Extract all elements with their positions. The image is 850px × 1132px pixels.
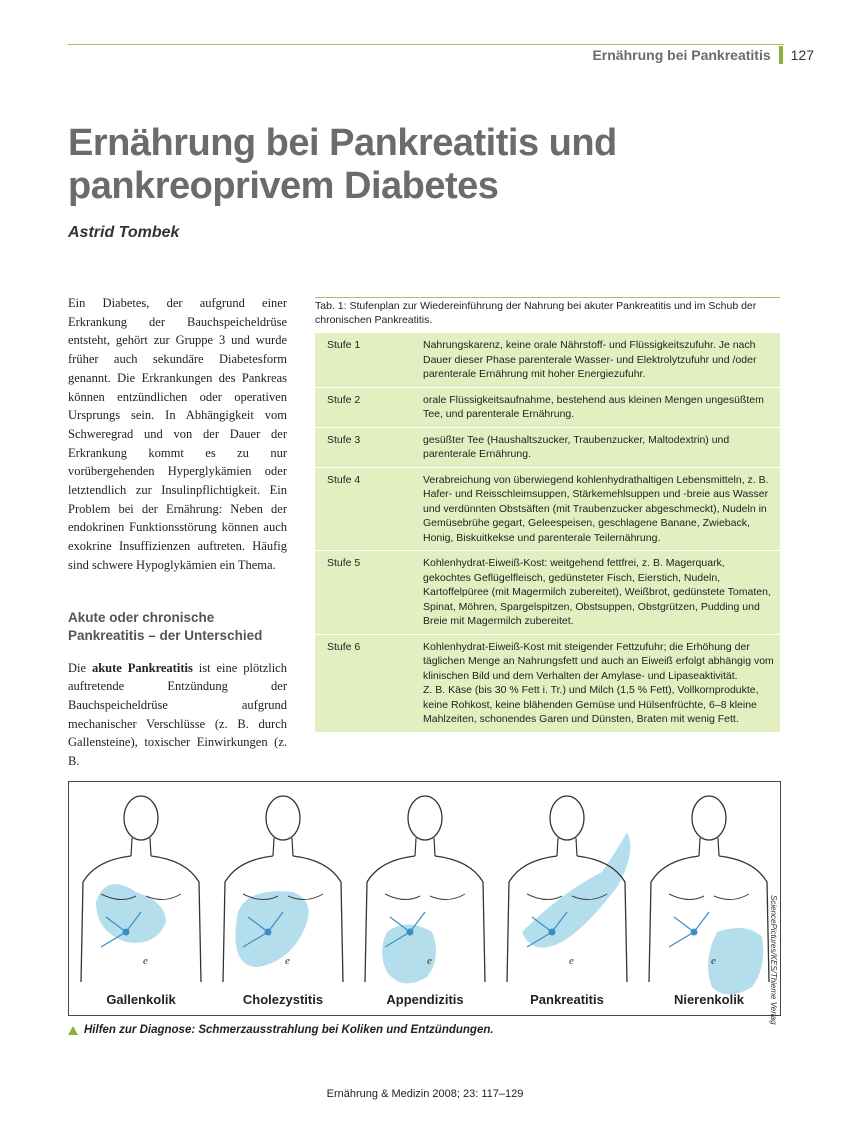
neck-outline <box>415 838 435 856</box>
navel-mark: e <box>143 955 148 967</box>
stage-label: Stufe 2 <box>315 387 413 427</box>
pain-origin-dot <box>123 929 130 936</box>
head-outline <box>692 796 726 840</box>
stage-label: Stufe 6 <box>315 634 413 732</box>
condition-label: Pankreatitis <box>530 992 604 1007</box>
condition-label: Cholezystitis <box>242 992 324 1007</box>
section-subheading: Akute oder chronische Pankreatitis – der Unterschied <box>68 609 263 643</box>
triangle-icon <box>68 1026 78 1035</box>
condition-label: Gallenkolik <box>106 992 176 1007</box>
figure-box <box>68 781 781 1016</box>
table-caption-rule <box>315 297 780 298</box>
stage-label: Stufe 4 <box>315 467 413 551</box>
pain-origin-dot <box>691 929 698 936</box>
stage-text: Verabreichung von überwiegend kohlenhydrathaltigen Lebensmitteln, z. B. Hafer- und Reisschleimsuppen, Stärkemehlsuppen und -breie aus Wasser und verdünnten Obstsäften (mit Traubenzucker abgeschmeckt), Nudeln in Gemüsebrühe gegart, Geleespeisen, geschlagene Banane, Zwieback, Honig, Biskuitkekse und parenterale Teilernährung. <box>413 467 780 551</box>
navel-mark: e <box>285 955 290 967</box>
stage-text: gesüßter Tee (Haushaltszucker, Traubenzucker, Maltodextrin) und parenterale Ernährung. <box>413 427 780 467</box>
figure-credit: SciencePictures/KES/Thieme Verlag <box>769 895 778 1025</box>
neck-outline <box>557 838 577 856</box>
para-bold-term: akute Pankreatitis <box>91 660 193 675</box>
article-title-line2: pankreoprivem Diabetes <box>68 165 499 207</box>
torso-figure <box>81 796 201 1007</box>
stage-text: Nahrungskarenz, keine orale Nährstoff- und Flüssigkeitszufuhr. Je nach Dauer dieser Phase parenterale Wasser- und Elektrolytzufuhr und /oder parenterale Ernährung mit hoher Energiezufuhr. <box>413 333 780 387</box>
condition-label: Appendizitis <box>386 992 464 1007</box>
condition-label: Nierenkolik <box>673 992 745 1007</box>
page-number: 127 <box>790 47 814 63</box>
article-title-line1: Ernährung bei Pankreatitis und <box>68 122 617 164</box>
table-row <box>315 387 780 427</box>
navel-mark: e <box>569 955 574 967</box>
table-row <box>315 467 780 551</box>
stage-table <box>315 333 780 733</box>
stage-label: Stufe 3 <box>315 427 413 467</box>
stage-label: Stufe 1 <box>315 333 413 387</box>
pain-origin-dot <box>407 929 414 936</box>
article-title <box>68 122 768 208</box>
head-outline <box>266 796 300 840</box>
stage-text-part2: Z. B. Käse (bis 30 % Fett i. Tr.) und Milch (1,5 % Fett), Vollkornprodukte, keine Rohkost, keine blähenden Gemüse und Hülsenfrüchte, 6–8 kleine Mahlzeiten, schonendes Garen und Dünsten, Braten mit wenig Fett. <box>423 684 759 725</box>
torso-figure <box>365 796 485 1007</box>
stage-text-part1: Kohlenhydrat-Eiweiß-Kost mit steigender Fettzufuhr; die Erhöhung der täglichen Menge an Nahrungsfett und auch an Eiweiß erfolgt abhängig vom klinischen Bild und dem Verhalten der Amylase- und Lipaseaktivität. <box>423 640 774 682</box>
intro-paragraph: Ein Diabetes, der aufgrund einer Erkrankung der Bauchspeicheldrüse entsteht, gehört zur Gruppe 3 und wurde früher auch sekundäre Diabetesform genannt. Die Erkrankungen des Pankreas können entzündlichen oder operativen Ursprungs sein. In Abhängigkeit vom Schweregrad und von der Dauer der Erkrankung kommt es zu nur vorübergehenden Hyperglykämien oder letztendlich zur Insulinpflichtigkeit. Ein Problem bei der Ernährung: Neben der endokrinen Funktionsstörung können auch exokrine Insuffizienzen auftreten. Häufig sind schwere Hypoglykämien ein Thema. <box>68 296 287 572</box>
navel-mark: e <box>427 955 432 967</box>
pain-origin-dot <box>549 929 556 936</box>
table-caption: Tab. 1: Stufenplan zur Wiedereinführung der Nahrung bei akuter Pankreatitis und im Schub der chronischen Pankreatitis. <box>315 300 757 326</box>
chest-lines <box>385 894 465 900</box>
head-outline <box>550 796 584 840</box>
stage-text: orale Flüssigkeitsaufnahme, bestehend aus kleinen Mengen ungesüßtem Tee, und parenterale Ernährung. <box>413 387 780 427</box>
neck-outline <box>273 838 293 856</box>
figure-caption <box>68 1024 494 1036</box>
stage-label: Stufe 5 <box>315 551 413 635</box>
table-row <box>315 634 780 732</box>
navel-mark: e <box>711 955 716 967</box>
table-row <box>315 551 780 635</box>
table-row <box>315 427 780 467</box>
table-row <box>315 333 780 387</box>
acute-pancreatitis-paragraph <box>68 659 287 771</box>
accent-bar <box>779 46 783 64</box>
stage-text <box>413 634 780 732</box>
figure-caption-text: Hilfen zur Diagnose: Schmerzausstrahlung bei Koliken und Entzündungen. <box>84 1024 494 1036</box>
pain-origin-dot <box>265 929 272 936</box>
para-rest: ist eine plötzlich auftretende Entzündung der Bauchspeicheldrüse aufgrund mechanischer Verschlüsse (z. B. durch Gallensteine), toxischer Einwirkungen (z. B. <box>68 660 287 769</box>
running-title: Ernährung bei Pankreatitis <box>592 47 771 63</box>
torso-figure <box>223 796 343 1007</box>
radiation-arrows <box>669 912 709 947</box>
para-lead: Die <box>68 660 92 675</box>
chest-lines <box>669 894 749 900</box>
top-rule <box>68 44 784 45</box>
footer-citation: Ernährung & Medizin 2008; 23: 117–129 <box>326 1088 524 1100</box>
pain-region <box>96 884 166 943</box>
torso-illustrations <box>69 782 780 1015</box>
pain-region <box>236 891 309 967</box>
torso-figure <box>649 796 769 1007</box>
running-head <box>592 46 814 64</box>
neck-outline <box>699 838 719 856</box>
neck-outline <box>131 838 151 856</box>
stage-text: Kohlenhydrat-Eiweiß-Kost: weitgehend fettfrei, z. B. Magerquark, gekochtes Geflügelfleisch, gedünsteter Fisch, Eierstich, Nudeln, Kartoffelpüree (mit Magermilch zubereitet), Weißbrot, gedünstete Tomaten, Spinat, Möhren, Spargelspitzen, Obstsuppen, Obstgrützen, Pudding und Breie mit Magermilch zubereitet. <box>413 551 780 635</box>
pain-region <box>708 928 763 995</box>
author: Astrid Tombek <box>68 224 180 241</box>
body-column <box>68 294 287 771</box>
head-outline <box>124 796 158 840</box>
torso-figure <box>507 796 630 1007</box>
head-outline <box>408 796 442 840</box>
